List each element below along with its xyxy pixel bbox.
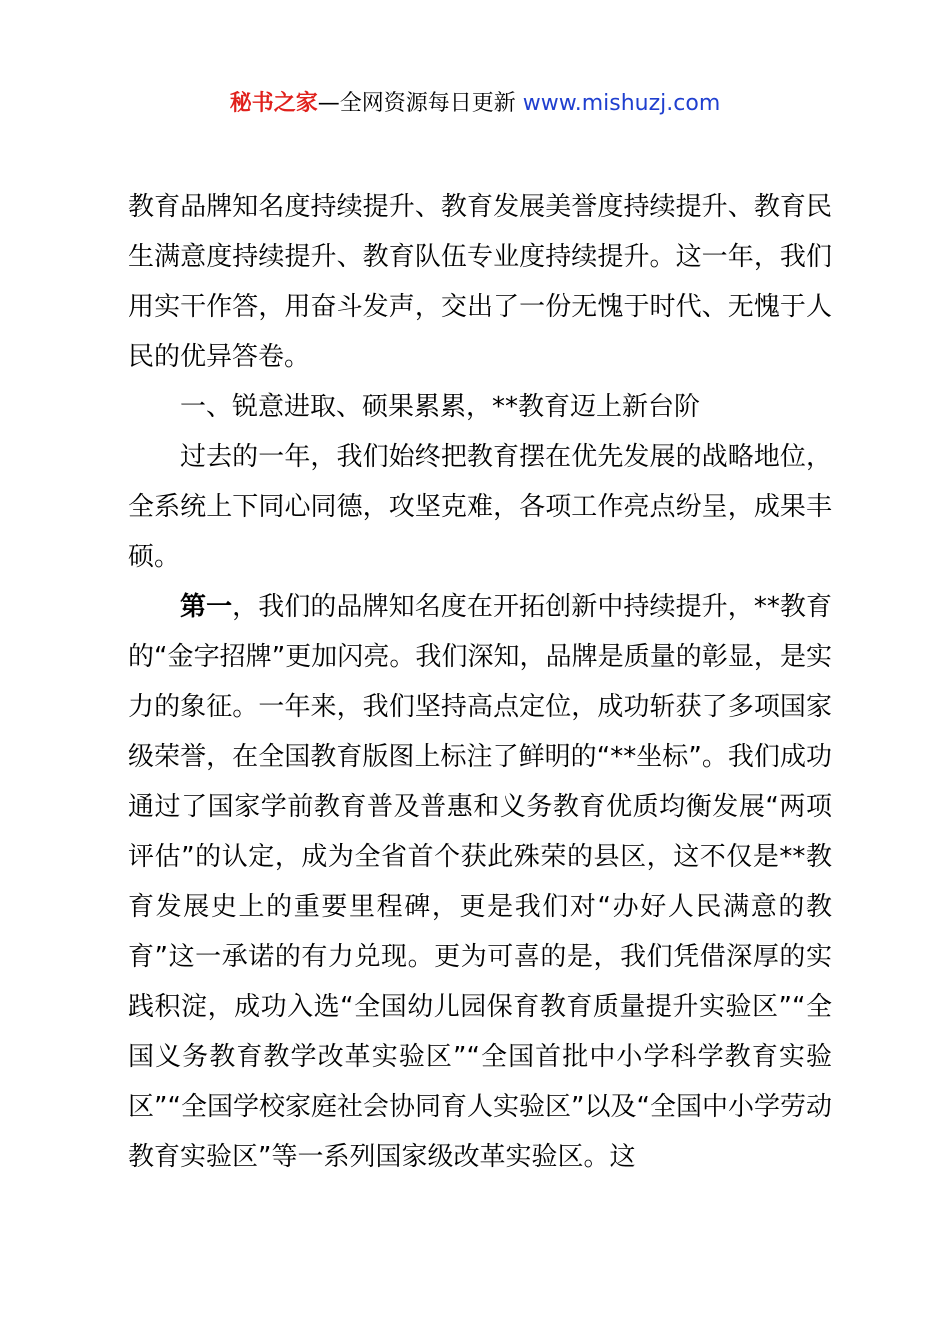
point-label: 第一 xyxy=(180,592,233,622)
paragraph-first-point xyxy=(128,582,832,1182)
header-tagline: —全网资源每日更新 xyxy=(317,91,523,116)
paragraph-intro-continuation: 教育品牌知名度持续提升、教育发展美誉度持续提升、教育民生满意度持续提升、教育队伍专业度持续提升。这一年，我们用实干作答，用奋斗发声，交出了一份无愧于时代、无愧于人民的优异答卷。 xyxy=(128,192,832,372)
site-url-link[interactable]: www.mishuzj.com xyxy=(522,91,721,116)
point-text: ，我们的品牌知名度在开拓创新中持续提升，**教育的“金字招牌”更加闪亮。我们深知，品牌是质量的彰显，是实力的象征。一年来，我们坚持高点定位，成功斩获了多项国家级荣誉，在全国教育版图上标注了鲜明的“**坐标”。我们成功通过了国家学前教育普及普惠和义务教育优质均衡发展“两项评估”的认定，成为全省首个获此殊荣的县区，这不仅是**教育发展史上的重要里程碑，更是我们对“办好人民满意的教育”这一承诺的有力兑现。更为可喜的是，我们凭借深厚的实践积淀，成功入选“全国幼儿园保育教育质量提升实验区”“全国义务教育教学改革实验区”“全国首批中小学科学教育实验区”“全国学校家庭社会协同育人实验区”以及“全国中小学劳动教育实验区”等一系列国家级改革实验区。这 xyxy=(128,592,832,1172)
document-body xyxy=(128,182,832,1182)
section-heading: 一、锐意进取、硕果累累，**教育迈上新台阶 xyxy=(180,392,701,422)
brand-name: 秘书之家 xyxy=(229,91,318,116)
paragraph-overview: 过去的一年，我们始终把教育摆在优先发展的战略地位，全系统上下同心同德，攻坚克难，各项工作亮点纷呈，成果丰硕。 xyxy=(128,442,832,572)
site-header xyxy=(0,88,950,120)
